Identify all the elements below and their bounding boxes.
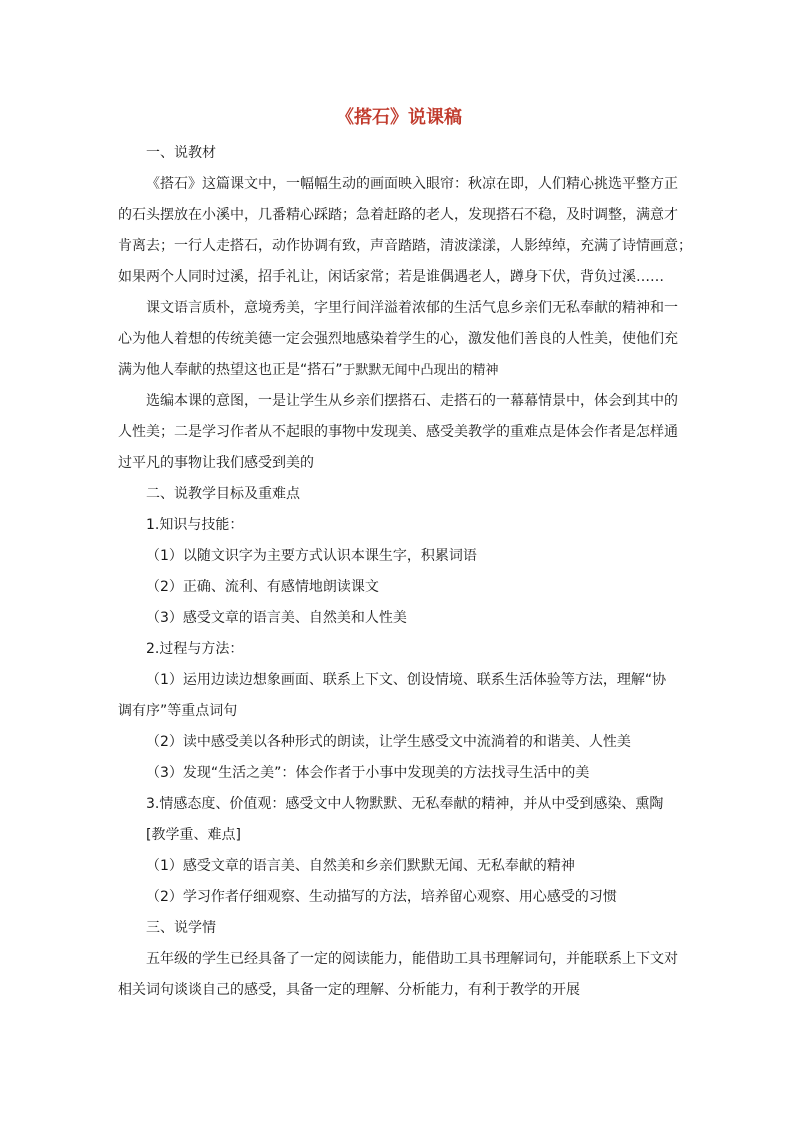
section-heading-objectives: 二、说教学目标及重难点 — [146, 486, 300, 502]
subheading-knowledge: 1.知识与技能： — [146, 517, 244, 533]
document-page — [118, 98, 692, 1006]
list-item: （3）感受文章的语言美、自然美和人性美 — [146, 610, 407, 626]
subheading-attitude: 3.情感态度、价值观：感受文中人物默默、无私奉献的精神，并从中受到感染、熏陶 — [146, 796, 664, 812]
list-item-continuation: 调有序”等重点词句 — [118, 703, 238, 719]
paragraph-line — [118, 355, 680, 386]
list-item: （1）以随文识字为主要方式认识本课生字，积累词语 — [146, 548, 477, 564]
paragraph-line: 心为他人着想的传统美德一定会强烈地感染着学生的心，激发他们善良的人性美，使他们充 — [118, 331, 678, 347]
list-item: （2）学习作者仔细观察、生动描写的方法，培养留心观察、用心感受的习惯 — [146, 889, 617, 905]
paragraph-line: 《搭石》这篇课文中，一幅幅生动的画面映入眼帘：秋凉在即，人们精心挑选平整方正 — [146, 176, 678, 192]
list-item: （3）发现“生活之美”：体会作者于小事中发现美的方法找寻生活中的美 — [146, 765, 590, 781]
paragraph-line: 肯离去；一行人走搭石，动作协调有致，声音踏踏，清波漾漾，人影绰绰，充满了诗情画意； — [118, 238, 692, 254]
paragraph-line: 如果两个人同时过溪，招手礼让，闲话家常；若是谁偶遇老人，蹲身下伏，背负过溪…… — [118, 269, 664, 285]
document-title: 《搭石》说课稿 — [336, 107, 462, 128]
section-heading-learners: 三、说学情 — [146, 920, 216, 936]
paragraph-line: 过平凡的事物让我们感受到美的 — [118, 455, 314, 471]
list-item: （1）运用边读边想象画面、联系上下文、创设情境、联系生活体验等方法，理解“协 — [146, 672, 667, 688]
list-item: （2）读中感受美以各种形式的朗读，让学生感受文中流淌着的和谐美、人性美 — [146, 734, 631, 750]
paragraph-line: 课文语言质朴，意境秀美，字里行间洋溢着浓郁的生活气息乡亲们无私奉献的精神和一 — [146, 300, 678, 316]
paragraph-line: 选编本课的意图，一是让学生从乡亲们摆搭石、走搭石的一幕幕情景中，体会到其中的 — [146, 393, 678, 409]
paragraph-line: 相关词句谈谈自己的感受，具备一定的理解、分析能力，有利于教学的开展 — [118, 982, 580, 998]
subheading-process: 2.过程与方法： — [146, 641, 244, 657]
paragraph-line: 人性美；二是学习作者从不起眼的事物中发现美、感受美教学的重难点是体会作者是怎样通 — [118, 424, 678, 440]
paragraph-fragment: 于默默无闻中凸现出的精神 — [342, 363, 499, 378]
list-item: （1）感受文章的语言美、自然美和乡亲们默默无闻、无私奉献的精神 — [146, 858, 575, 874]
list-item: （2）正确、流利、有感情地朗读课文 — [146, 579, 379, 595]
paragraph-line: 的石头摆放在小溪中，几番精心踩踏；急着赶路的老人，发现搭石不稳，及时调整，满意才 — [118, 207, 678, 223]
paragraph-line: 五年级的学生已经具备了一定的阅读能力，能借助工具书理解词句，并能联系上下文对 — [146, 951, 678, 967]
section-heading-teaching-material: 一、说教材 — [146, 145, 216, 161]
subheading-key-points: [教学重、难点] — [146, 827, 241, 843]
paragraph-fragment: 满为他人奉献的热望这也正是“搭石” — [118, 362, 343, 378]
